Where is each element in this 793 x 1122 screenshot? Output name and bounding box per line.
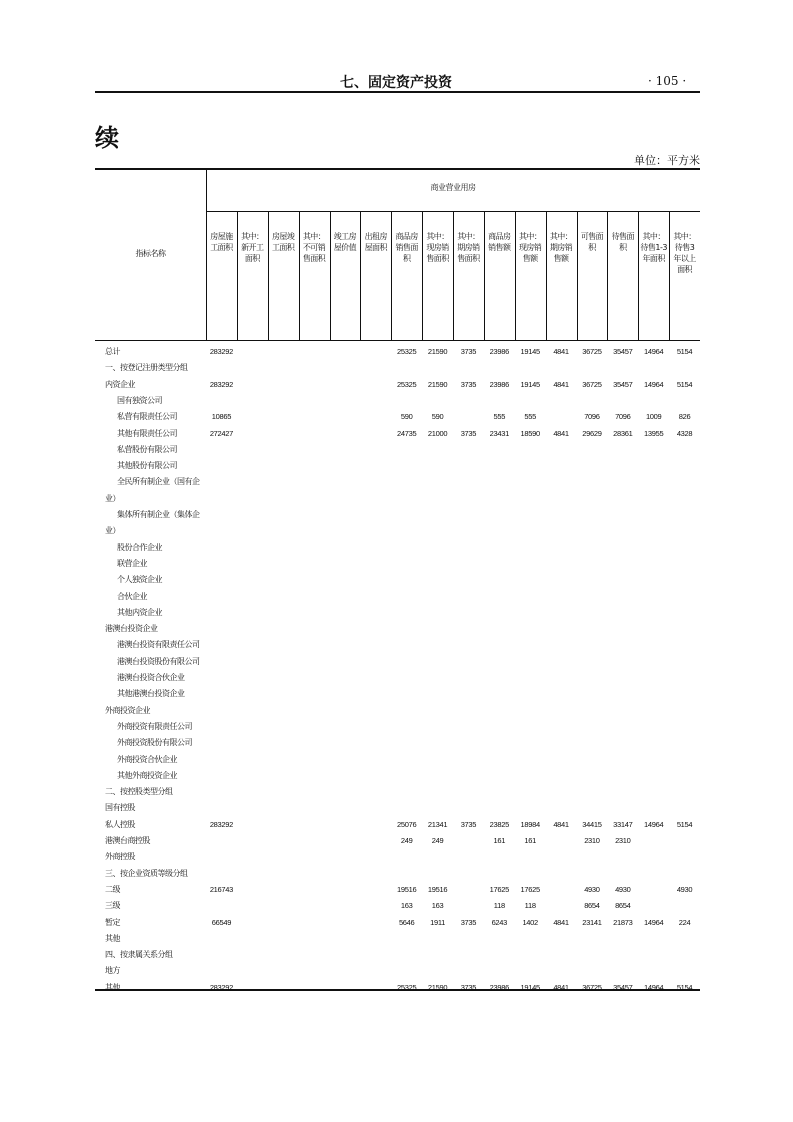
table-cell: 4841 <box>553 347 569 356</box>
column-divider <box>607 211 608 340</box>
column-header: 其中：待售1-3年面积 <box>640 232 667 263</box>
table-cell: 3735 <box>460 982 477 992</box>
table-cell: 23986 <box>489 379 509 389</box>
column-header: 商品房销售面积 <box>395 232 418 263</box>
table-cell: 19145 <box>520 982 540 992</box>
column-divider <box>546 211 547 340</box>
table-cell: 10865 <box>211 412 232 422</box>
table-cell: 23986 <box>489 347 509 356</box>
column-header: 房屋施工面积 <box>210 232 233 252</box>
column-divider <box>484 211 485 340</box>
table-cell: 6243 <box>491 917 508 927</box>
unit-label: 单位：平方米 <box>634 154 700 167</box>
column-divider <box>515 211 516 340</box>
table-cell: 18590 <box>520 428 540 438</box>
table-cell: 34415 <box>582 819 602 829</box>
row-label: 外商投资企业 <box>105 705 150 715</box>
table-cell: 826 <box>678 412 691 422</box>
table-cell: 7096 <box>584 412 600 422</box>
table-cell: 590 <box>431 412 444 422</box>
table-cell: 1009 <box>645 412 662 422</box>
table-cell: 5646 <box>398 917 415 927</box>
table-cell: 283292 <box>209 819 234 829</box>
row-label: 三、按企业资质等级分组 <box>105 868 188 878</box>
row-label: 其他 <box>105 933 120 943</box>
table-cell: 249 <box>431 836 444 845</box>
table-cell: 25325 <box>397 347 417 356</box>
table-cell: 35457 <box>613 982 633 992</box>
row-label: 集体所有制企业（集体企 <box>117 510 200 519</box>
table-cell: 283292 <box>209 347 234 356</box>
table-cell: 272427 <box>209 428 234 438</box>
table-cell: 4841 <box>553 917 569 927</box>
table-cell: 1402 <box>522 917 538 927</box>
table-cell: 21590 <box>427 379 448 389</box>
table-cell: 4841 <box>553 428 569 438</box>
table-cell: 1911 <box>430 917 446 927</box>
table-cell: 19516 <box>427 884 448 894</box>
table-cell: 118 <box>493 901 505 911</box>
table-cell: 23825 <box>489 819 509 829</box>
table-cell: 555 <box>493 412 506 422</box>
column-header: 其中：现房销售面积 <box>426 232 449 263</box>
row-label: 港澳台商控股 <box>105 836 150 845</box>
row-header: 指标名称 <box>135 249 166 258</box>
table-cell: 161 <box>493 836 506 845</box>
table-cell: 66549 <box>211 917 232 927</box>
column-divider <box>453 211 454 340</box>
group-header: 商业营业用房 <box>430 183 476 192</box>
table-cell: 18984 <box>520 819 540 829</box>
row-label: 其他有限责任公司 <box>117 428 177 438</box>
table-cell: 25325 <box>397 982 417 992</box>
table-cell: 161 <box>524 836 536 845</box>
row-label: 私营有限责任公司 <box>117 412 177 422</box>
row-label: 股份合作企业 <box>117 542 162 552</box>
row-label: 国有控股 <box>105 803 135 813</box>
table-cell: 3735 <box>460 379 477 389</box>
row-label: 港澳台投资股份有限公司 <box>117 656 200 666</box>
table-cell: 118 <box>524 901 536 911</box>
table-cell: 224 <box>678 917 691 927</box>
table-cell: 2310 <box>615 836 631 845</box>
table-cell: 17625 <box>520 884 540 894</box>
table-cell: 555 <box>524 412 536 422</box>
column-header: 其中：待售3年以上面积 <box>673 232 696 274</box>
page-number: · 105 · <box>648 74 687 88</box>
table-cell: 283292 <box>209 379 234 389</box>
table-cell: 4930 <box>615 884 631 894</box>
table-cell: 8654 <box>584 901 600 911</box>
row-label: 全民所有制企业（国有企 <box>117 477 200 487</box>
table-cell: 216743 <box>209 884 234 894</box>
row-label: 地方 <box>105 966 120 976</box>
table-cell: 21873 <box>613 917 633 927</box>
table-cell: 13955 <box>644 428 664 438</box>
row-label: 其他港澳台投资企业 <box>117 689 185 699</box>
table-cell: 14964 <box>644 917 664 927</box>
table-cell: 24735 <box>397 428 417 438</box>
row-label: 国有独资公司 <box>117 395 162 405</box>
table-cell: 5154 <box>676 379 693 389</box>
column-header: 其中：现房销售额 <box>518 232 542 263</box>
table-cell: 4930 <box>584 884 600 894</box>
column-header: 房屋竣工面积 <box>271 232 295 252</box>
table-cell: 7096 <box>615 412 631 422</box>
table-cell: 163 <box>431 901 444 911</box>
table-cell: 249 <box>400 836 413 845</box>
table-cell: 33147 <box>613 819 633 829</box>
row-label: 内资企业 <box>105 379 135 389</box>
table-cell: 4328 <box>676 428 693 438</box>
row-label: 港澳台投资有限责任公司 <box>117 640 200 650</box>
table-cell: 28361 <box>613 428 633 438</box>
table-cell: 8654 <box>615 901 631 911</box>
continued-label: 续 <box>95 124 119 152</box>
row-label: 外商投资合伙企业 <box>117 754 177 764</box>
table-cell: 21341 <box>427 819 448 829</box>
table-cell: 36725 <box>582 347 602 356</box>
row-label: 私营股份有限公司 <box>117 444 177 454</box>
table-cell: 4841 <box>553 982 569 992</box>
row-label: 总计 <box>105 347 120 356</box>
table-cell: 25076 <box>397 819 417 829</box>
table-cell: 36725 <box>582 379 602 389</box>
row-label: 外商投资股份有限公司 <box>117 738 192 748</box>
row-label: 个人独资企业 <box>117 575 162 585</box>
column-divider <box>391 211 392 340</box>
section-title: 七、固定资产投资 <box>340 75 452 91</box>
row-label: 其他股份有限公司 <box>117 461 177 471</box>
table-cell: 4930 <box>676 884 693 894</box>
table-cell: 23431 <box>489 428 509 438</box>
row-label: 业） <box>105 493 120 503</box>
column-header: 其中：期房销售额 <box>549 232 573 263</box>
row-label: 二、按控股类型分组 <box>105 787 173 797</box>
column-divider <box>577 211 578 340</box>
row-label: 联营企业 <box>117 558 147 568</box>
row-label: 业） <box>105 526 120 536</box>
column-divider <box>237 211 238 340</box>
table-cell: 19145 <box>520 379 540 389</box>
table-cell: 19145 <box>520 347 540 356</box>
row-label: 外商控股 <box>105 852 135 862</box>
row-label: 四、按隶属关系分组 <box>105 950 173 960</box>
column-divider <box>268 211 269 340</box>
column-divider <box>422 211 423 340</box>
row-label: 港澳台投资企业 <box>105 624 158 634</box>
table-cell: 4841 <box>553 819 569 829</box>
table-cell: 163 <box>400 901 413 911</box>
column-divider <box>330 211 331 340</box>
column-header: 待售面积 <box>611 232 635 252</box>
column-header: 其中：不可销售面积 <box>302 232 326 263</box>
table-cell: 3735 <box>460 347 477 356</box>
row-label: 三级 <box>105 901 120 911</box>
column-header: 出租房屋面积 <box>364 232 388 252</box>
row-label: 其他 <box>105 982 120 992</box>
table-cell: 23141 <box>582 917 602 927</box>
table-cell: 5154 <box>676 347 693 356</box>
table-cell: 5154 <box>676 982 693 992</box>
column-header: 竣工房屋价值 <box>333 232 357 252</box>
table-cell: 14964 <box>644 819 664 829</box>
table-cell: 2310 <box>584 836 600 845</box>
table-cell: 35457 <box>613 347 633 356</box>
row-label: 一、按登记注册类型分组 <box>105 363 188 373</box>
row-label: 其他外商投资企业 <box>117 770 177 780</box>
table-cell: 25325 <box>397 379 417 389</box>
table-cell: 19516 <box>397 884 417 894</box>
table-cell: 21590 <box>427 982 448 992</box>
table-cell: 17625 <box>489 884 509 894</box>
row-label: 私人控股 <box>105 819 135 829</box>
table-cell: 14964 <box>644 347 664 356</box>
table-cell: 283292 <box>209 982 234 992</box>
table-cell: 3735 <box>460 917 477 927</box>
table-cell: 5154 <box>676 819 693 829</box>
column-divider <box>360 211 361 340</box>
row-label: 港澳台投资合伙企业 <box>117 673 185 682</box>
table-cell: 590 <box>400 412 413 422</box>
column-header: 其中：期房销售面积 <box>457 232 480 263</box>
column-divider <box>299 211 300 340</box>
row-label: 暂定 <box>105 917 120 927</box>
table-cell: 36725 <box>582 982 602 992</box>
header-rule <box>95 91 700 93</box>
row-label: 合伙企业 <box>117 591 147 601</box>
row-label: 外商投资有限责任公司 <box>117 721 192 731</box>
table-cell: 29629 <box>582 428 602 438</box>
column-header: 其中：新开工面积 <box>241 232 264 263</box>
table-cell: 3735 <box>460 428 477 438</box>
column-header: 可售面积 <box>580 232 604 252</box>
table-cell: 23986 <box>489 982 509 992</box>
header-bottom-rule <box>95 340 700 341</box>
statistics-table <box>95 168 700 990</box>
table-cell: 21590 <box>427 347 448 356</box>
table-cell: 21000 <box>427 428 448 438</box>
table-cell: 35457 <box>613 379 633 389</box>
table-cell: 14964 <box>644 982 664 992</box>
table-cell: 14964 <box>644 379 664 389</box>
table-top-rule <box>95 168 700 170</box>
row-label: 其他内资企业 <box>117 607 162 617</box>
row-label: 二级 <box>105 884 120 894</box>
column-divider <box>638 211 639 340</box>
table-cell: 4841 <box>553 379 569 389</box>
label-column-divider <box>206 168 207 340</box>
column-divider <box>669 211 670 340</box>
table-cell: 3735 <box>460 819 477 829</box>
column-header: 商品房销售额 <box>488 232 511 252</box>
